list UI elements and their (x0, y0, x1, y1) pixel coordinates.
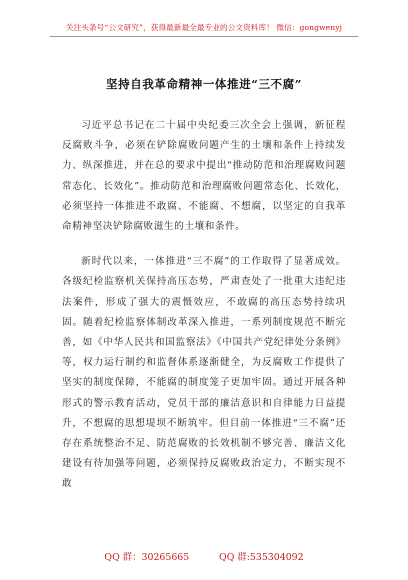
header-divider (50, 36, 358, 37)
footer-qq-groups: QQ 群：30265665 QQ 群:535304092 (104, 552, 304, 563)
header-note: 关注头条号“公文研究”，获得最新最全最专业的公文资料库！ 微信：gongwenyj (65, 23, 343, 32)
document-title: 坚持自我革命精神一体推进“三不腐” (106, 77, 302, 91)
paragraph: 新时代以来，一体推进“三不腐”的工作取得了显著成效。各级纪检监察机关保持高压态势，严肃查处了一批重大违纪违法案件，形成了强大的震慑效应，不敢腐的高压态势持续巩固。随着纪检监察体制改革深入推进，一系列制度规范不断完善，如《中华人民共和国监察法》《中国共产党纪律处分条例》等，权力运行制约和监督体系逐渐健全，为反腐败工作提供了坚实的制度保障，不能腐的制度笼子更加牢固。通过开展各种形式的警示教育活动，党员干部的廉洁意识和自律能力日益提升，不想腐的思想堤坝不断筑牢。但目前一体推进“三不腐”还存在系统整治不足、防范腐败的长效机制不够完善、廉洁文化建设有待加强等问题，必须保持反腐败政治定力，不断实现不敢 (62, 256, 346, 490)
paragraph: 习近平总书记在二十届中央纪委三次全会上强调，新征程反腐败斗争，必须在铲除腐败问题产生的土壤和条件上持续发力、纵深推进，并在总的要求中提出“推动防范和治理腐败问题常态化、长效化”。推动防范和治理腐败问题常态化、长效化，必须坚持一体推进不敢腐、不能腐、不想腐，以坚定的自我革命精神坚决铲除腐败滋生的土壤和条件。 (62, 120, 346, 233)
document-body (62, 116, 346, 510)
